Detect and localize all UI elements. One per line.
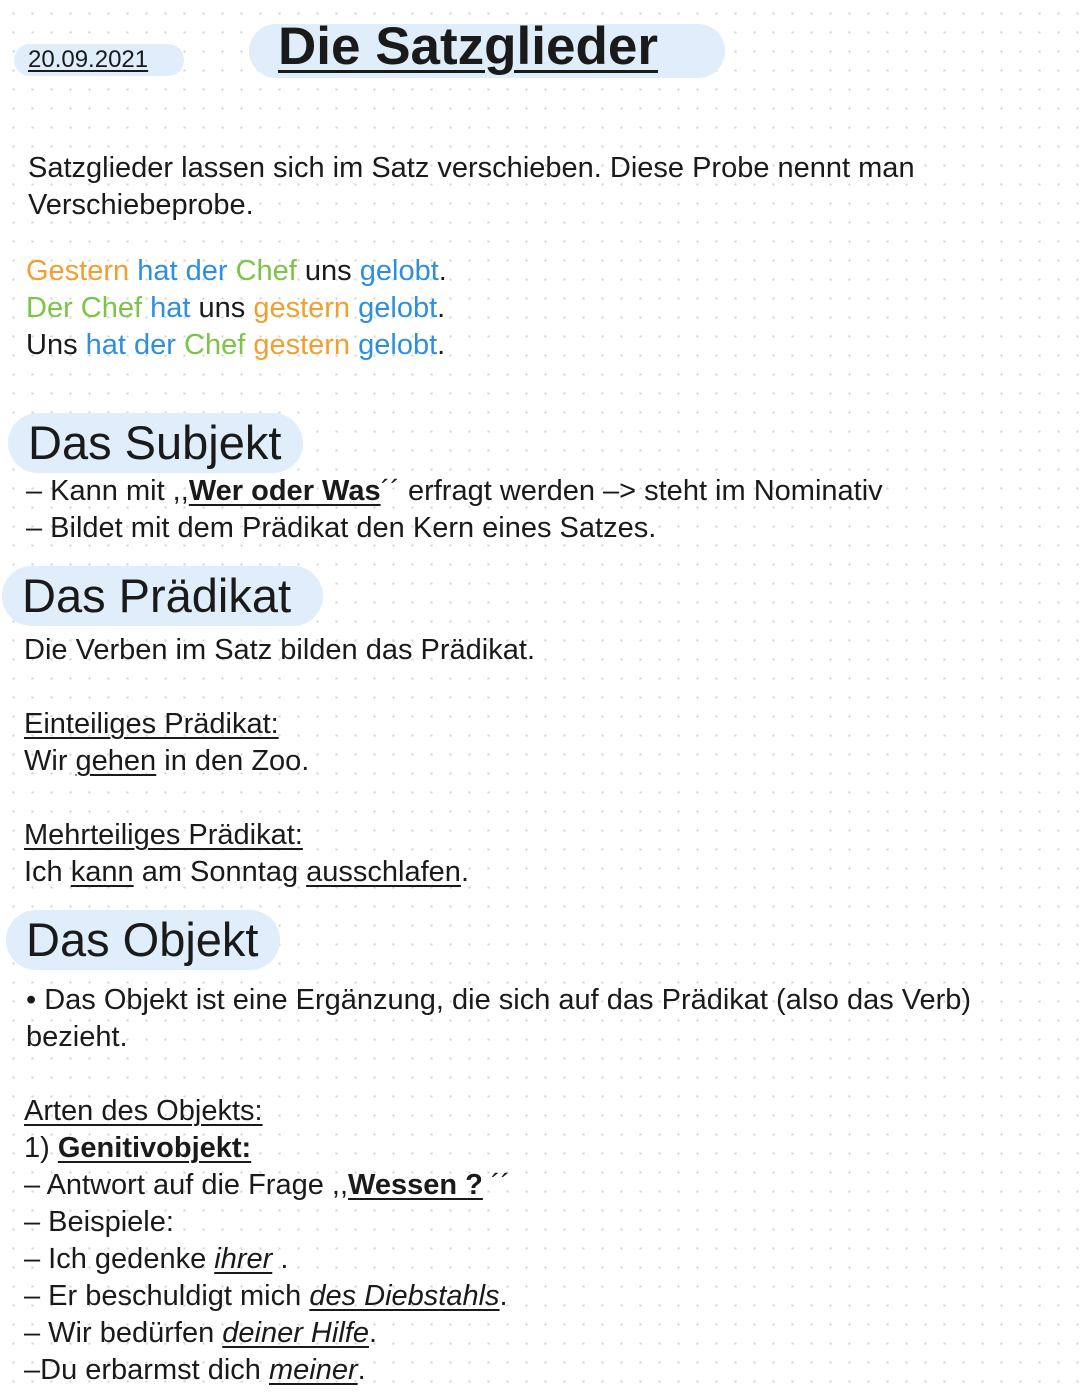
genitiv-example-3: – Wir bedürfen deiner Hilfe. [24,1317,378,1349]
objekt-bullet-line-1: • Das Objekt ist eine Ergänzung, die sich auf das Prädikat (also das Verb) [26,984,972,1016]
page-title: Die Satzglieder [278,17,658,76]
word-chef: Chef [184,329,246,361]
word-uns: uns [198,292,246,324]
genitivobjekt-heading: 1) Genitivobjekt: [24,1132,252,1164]
word-hat: hat [150,292,191,324]
praedikat-description: Die Verben im Satz bilden das Prädikat. [24,634,535,666]
verb-ausschlafen: ausschlafen [306,856,461,888]
example-sentence-1 [26,253,447,290]
word-gestern: gestern [253,329,351,361]
wessen: Wessen ? [348,1169,483,1201]
word-gestern: Gestern [26,255,130,287]
genitiv-example-2: – Er beschuldigt mich des Diebstahls. [24,1280,508,1312]
intro-line-2: Verschiebeprobe. [28,189,254,221]
word-uns: uns [304,255,352,287]
example-sentence-2 [26,290,445,327]
subjekt-heading: Das Subjekt [8,413,303,473]
einteilig-label: Einteiliges Prädikat: [24,708,279,740]
intro-line-1: Satzglieder lassen sich im Satz verschieben. Diese Probe nennt man [28,152,915,184]
einteilig-example: Wir gehen in den Zoo. [24,745,310,777]
wer-oder-was: Wer oder Was [188,475,381,507]
word-hat-der: hat der [137,255,228,287]
objekt-heading: Das Objekt [6,910,280,970]
beispiele-label: – Beispiele: [24,1206,174,1238]
genitiv-example-1: – Ich gedenke ihrer . [24,1243,289,1275]
word-gelobt: gelobt [358,292,438,324]
subjekt-point-2: – Bildet mit dem Prädikat den Kern eines Satzes. [26,512,657,544]
period: . [437,292,446,324]
genitivobjekt-label: Genitivobjekt: [57,1132,252,1164]
period: . [438,255,447,287]
genitiv-frage: – Antwort auf die Frage ,,Wessen ? ´´ [24,1169,511,1201]
word-chef: Chef [235,255,297,287]
example-sentence-3 [26,327,445,364]
subjekt-point-1: – Kann mit ,,Wer oder Was´´ erfragt werden –> steht im Nominativ [26,475,883,507]
date: 20.09.2021 [28,46,149,73]
praedikat-heading: Das Prädikat [2,566,323,626]
word-gelobt: gelobt [358,329,438,361]
verb-gehen: gehen [75,745,157,777]
arten-label: Arten des Objekts: [24,1095,263,1127]
word-uns: Uns [26,329,78,361]
word-gestern: gestern [253,292,351,324]
word-gelobt: gelobt [359,255,439,287]
genitiv-example-4: –Du erbarmst dich meiner. [24,1354,366,1386]
period: . [437,329,446,361]
word-hat-der: hat der [85,329,176,361]
mehrteilig-example: Ich kann am Sonntag ausschlafen. [24,856,469,888]
verb-kann: kann [70,856,134,888]
word-der-chef: Der Chef [26,292,143,324]
mehrteilig-label: Mehrteiliges Prädikat: [24,819,303,851]
objekt-bullet-line-2: bezieht. [26,1021,128,1053]
